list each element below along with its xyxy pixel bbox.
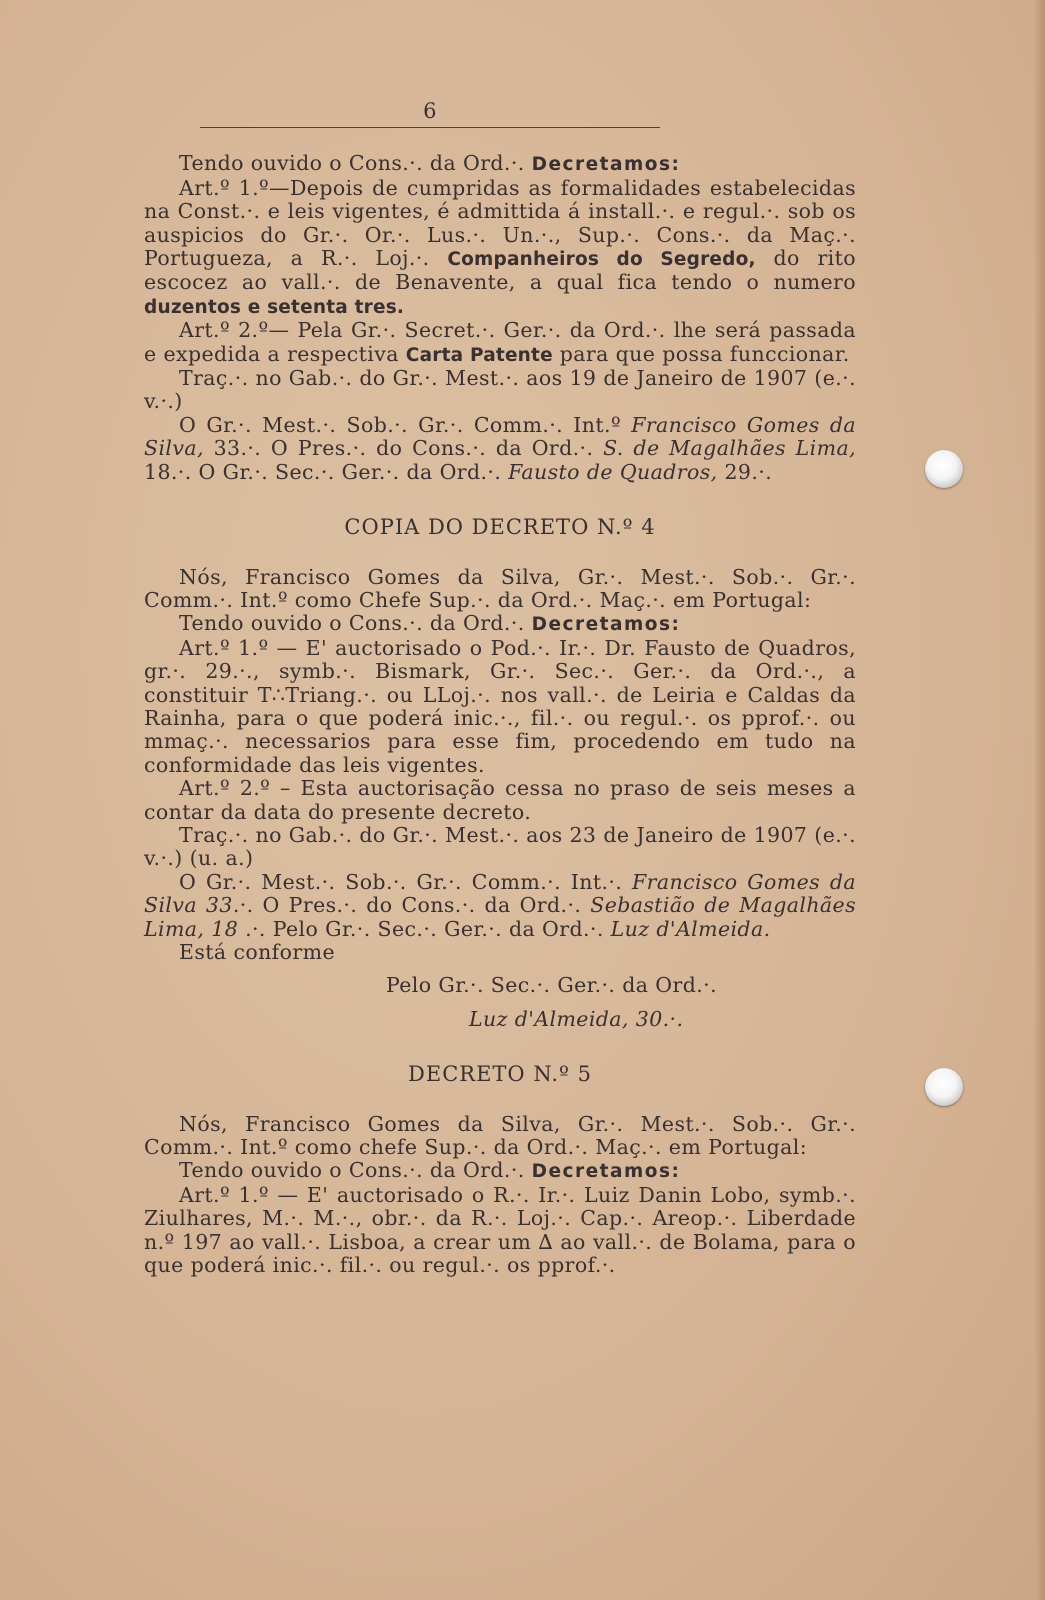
certification-note: Está conforme xyxy=(179,940,335,964)
signature-name: Luz d'Almeida, 30.·. xyxy=(469,1006,684,1031)
decree-4-signatories: O Gr.·. Mest.·. Sob.·. Gr.·. Comm.·. Int.·. Francisco Gomes da Silva 33.·. O Pres.·. do Cons.·. da Ord.·. Sebastião de Magalhães Lima, 18 .·. Pelo Gr.·. Sec.·. Ger.·. da Ord.·. Luz d'Almeida. xyxy=(144,869,857,941)
decree-4-date-line: Traç.·. no Gab.·. do Gr.·. Mest.·. aos 23 de Janeiro de 1907 (e.·. v.·.) (u. a.) xyxy=(144,822,856,871)
decree-4-opening: Tendo ouvido o Cons.·. da Ord.·. Decretamos: xyxy=(179,611,681,636)
page-edge xyxy=(1035,0,1045,1600)
decree-5-preamble: Nós, Francisco Gomes da Silva, Gr.·. Mest.·. Sob.·. Gr.·. Comm.·. Int.º como chefe Sup.·. da Ord.·. Maç.·. em Portugal: xyxy=(144,1111,856,1160)
decree-5-article-1: Art.º 1.º — E' auctorisado o R.·. Ir.·. Luiz Danin Lobo, symb.·. Ziulhares, M.·. M.·., obr.·. da R.·. Loj.·. Cap.·. Areop.·. Liberdade n.º 197 ao vall.·. Lisboa, a crear um ∆ ao vall.·. de Bolama, para o que poderá inic.·. fil.·. ou regul.·. os pprof.·. xyxy=(144,1182,856,1278)
article-2: Art.º 2.º— Pela Gr.·. Secret.·. Ger.·. da Ord.·. lhe será passada e expedida a respectiva Carta Patente para que possa funccionar. xyxy=(144,318,856,366)
article-1: Art.º 1.º—Depois de cumpridas as formalidades estabelecidas na Const.·. e leis vigentes, é admittida á install.·. e regul.·. sob os auspicios do Gr.·. Or.·. Lus.·. Un.·., Sup.·. Cons.·. da Maç.·. Portugueza, a R.·. Loj.·. Companheiros do Segredo, do rito escocez ao vall.·. de Benavente, a qual fica tendo o numero duzentos e setenta tres. xyxy=(144,175,856,318)
signatories: O Gr.·. Mest.·. Sob.·. Gr.·. Comm.·. Int.º Francisco Gomes da Silva, 33.·. O Pres.·. do Cons.·. da Ord.·. S. de Magalhães Lima, 18.·. O Gr.·. Sec.·. Ger.·. da Ord.·. Fausto de Quadros, 29.·. xyxy=(144,412,856,484)
binding-hole-top xyxy=(925,450,963,488)
decree-4-article-1: Art.º 1.º — E' auctorisado o Pod.·. Ir.·. Dr. Fausto de Quadros, gr.·. 29.·., symb.·. Bismark, Gr.·. Sec.·. Ger.·. da Ord.·., a constituir T∴Triang.·. ou LLoj.·. nos vall.·. de Leiria e Caldas da Rainha, para o que poderá inic.·., fil.·. ou regul.·. os pprof.·. ou mmaç.·. necessarios para esse fim, procedendo em tudo na conformidade das leis vigentes. xyxy=(144,635,856,777)
section-heading-decree-5: DECRETO N.º 5 xyxy=(408,1062,592,1087)
binding-hole-bottom xyxy=(925,1068,963,1106)
decree-4-article-2: Art.º 2.º – Esta auctorisação cessa no praso de seis meses a contar da data do presente decreto. xyxy=(144,776,856,824)
signature-title: Pelo Gr.·. Sec.·. Ger.·. da Ord.·. xyxy=(386,973,717,998)
page-number: 6 xyxy=(200,100,660,128)
decree-5-opening: Tendo ouvido o Cons.·. da Ord.·. Decretamos: xyxy=(179,1158,681,1183)
date-line: Traç.·. no Gab.·. do Gr.·. Mest.·. aos 19 de Janeiro de 1907 (e.·. v.·.) xyxy=(144,366,856,414)
section-heading-decree-4: COPIA DO DECRETO N.º 4 xyxy=(344,515,656,540)
decree-4-preamble: Nós, Francisco Gomes da Silva, Gr.·. Mest.·. Sob.·. Gr.·. Comm.·. Int.º como Chefe Sup.·. da Ord.·. Maç.·. em Portugal: xyxy=(144,564,856,612)
document-page xyxy=(144,100,856,1277)
opening-line: Tendo ouvido o Cons.·. da Ord.·. Decretamos: xyxy=(179,151,681,176)
